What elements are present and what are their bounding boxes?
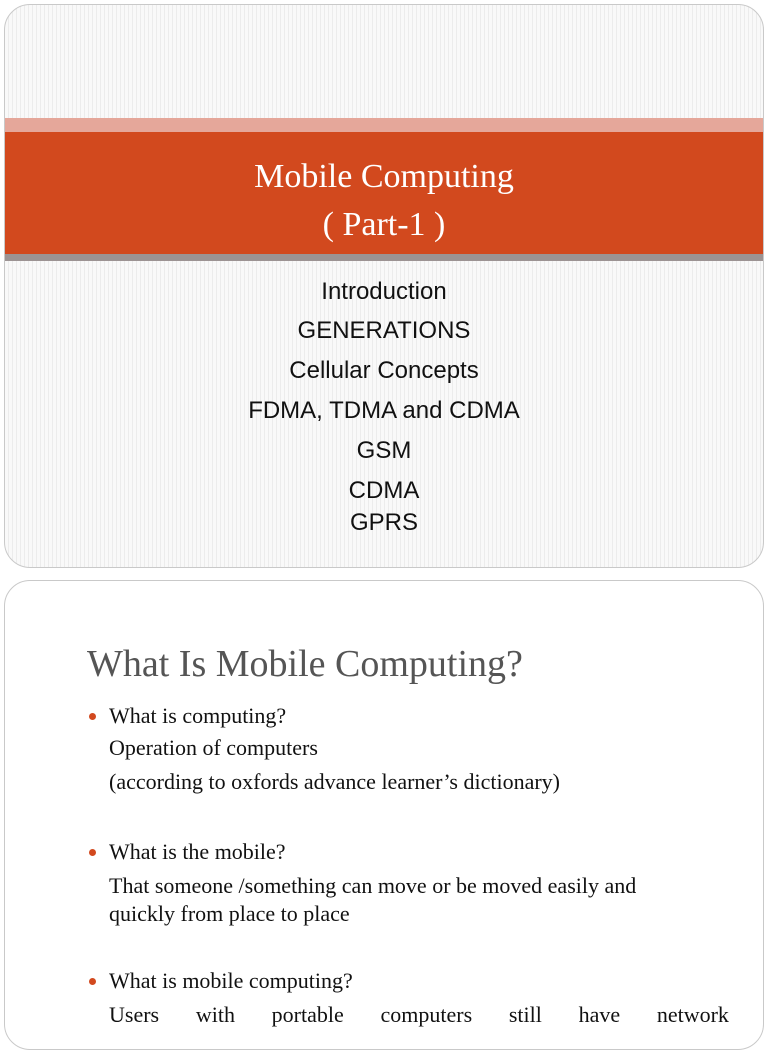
topic-cdma: CDMA — [348, 477, 420, 504]
bullet-dot-icon — [89, 849, 96, 856]
slide-title: Mobile Computing — [254, 158, 514, 195]
bullet-item — [87, 702, 747, 796]
bullet-dot-icon — [89, 713, 96, 720]
bullet-question — [87, 702, 747, 730]
bullet-detail: quickly from place to place — [109, 901, 350, 926]
bullet-item — [87, 838, 747, 928]
slide-heading: What Is Mobile Computing? — [87, 643, 523, 685]
topic-fdma-tdma-cdma: FDMA, TDMA and CDMA — [248, 397, 520, 424]
topic-introduction: Introduction — [321, 278, 447, 305]
topic-gprs: GPRS — [349, 509, 418, 536]
slide-subtitle: ( Part-1 ) — [322, 206, 446, 243]
bullet-detail: (according to oxfords advance learner’s dictionary) — [109, 769, 561, 794]
bullet-detail: That someone /something can move or be moved easily and — [109, 873, 637, 898]
title-band-top-stripe — [5, 118, 763, 132]
title-band-bottom-stripe — [5, 254, 763, 261]
detail-word: still — [508, 1002, 542, 1027]
detail-word: network — [656, 1002, 729, 1027]
topic-gsm: GSM — [356, 437, 412, 464]
detail-word: have — [578, 1002, 621, 1027]
bullet-item — [87, 967, 747, 1029]
topic-cellular-concepts: Cellular Concepts — [289, 357, 479, 384]
detail-word: computers — [380, 1002, 473, 1027]
bullet-question — [87, 838, 747, 866]
detail-word: portable — [271, 1002, 344, 1027]
content-slide — [4, 580, 764, 1050]
bullet-question-text: What is mobile computing? — [109, 968, 353, 993]
topic-generations: GENERATIONS — [297, 317, 471, 344]
detail-word: Users — [109, 1002, 160, 1027]
bullet-detail — [87, 1001, 747, 1029]
bullet-question-text: What is computing? — [109, 703, 287, 728]
title-slide — [4, 4, 764, 568]
bullet-dot-icon — [89, 978, 96, 985]
bullet-detail: Operation of computers — [109, 735, 318, 760]
bullet-question-text: What is the mobile? — [109, 839, 286, 864]
bullet-question — [87, 967, 747, 995]
detail-word: with — [195, 1002, 235, 1027]
